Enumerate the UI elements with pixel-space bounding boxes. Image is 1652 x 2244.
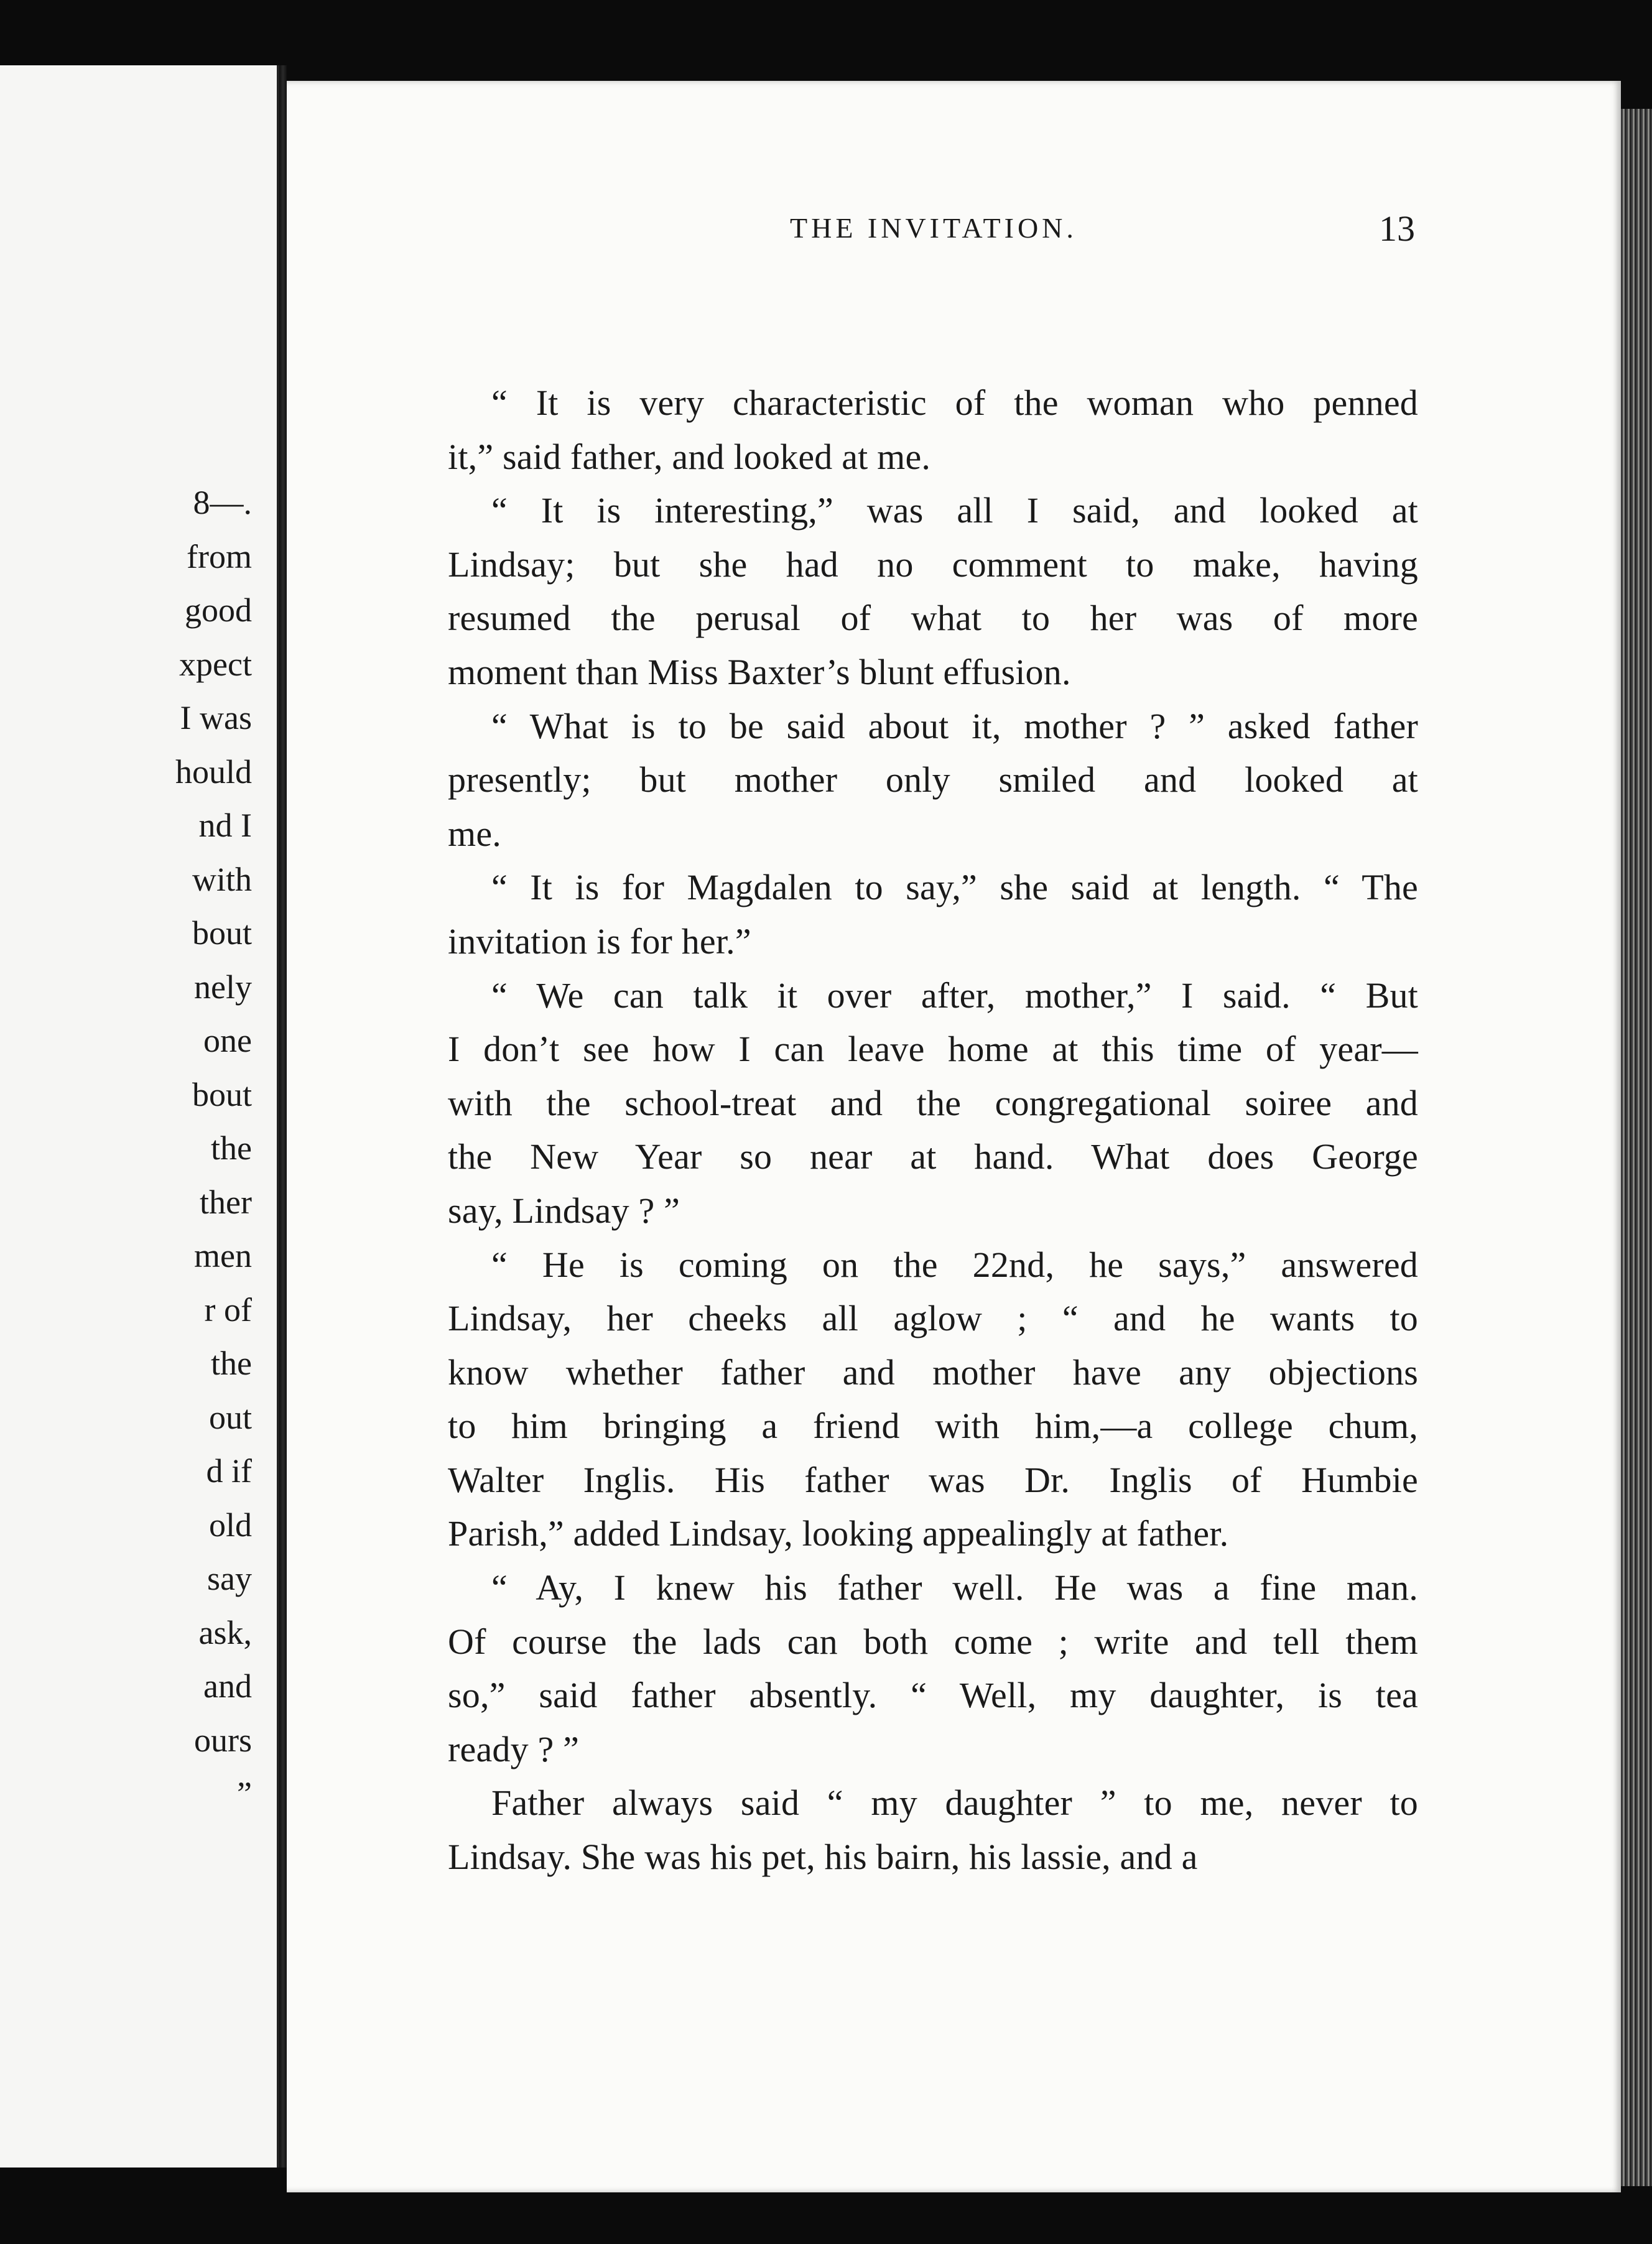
- text-line: say, Lindsay ? ”: [448, 1190, 680, 1231]
- running-head: THE INVITATION.: [790, 212, 1077, 244]
- left-page-line: hould: [175, 753, 252, 790]
- text-line: it,” said father, and looked at me.: [448, 436, 931, 477]
- paragraph: [448, 1776, 1418, 1884]
- text-line: Walter Inglis. His father was Dr. Inglis of Humbie: [448, 1459, 1418, 1500]
- text-line: “ Ay, I knew his father well. He was a fine man.: [491, 1567, 1418, 1608]
- left-page-line: ther: [200, 1183, 252, 1221]
- text-line: Father always said “ my daughter ” to me, never to: [491, 1783, 1418, 1824]
- text-line: Lindsay. She was his pet, his bairn, his lassie, and a: [448, 1837, 1198, 1878]
- text-line: with the school-treat and the congregational soiree and: [448, 1082, 1418, 1123]
- left-page-line: men: [194, 1237, 252, 1274]
- text-line: Of course the lads can both come ; write and tell them: [448, 1621, 1418, 1662]
- text-line: know whether father and mother have any objections: [448, 1352, 1418, 1393]
- paragraph: [448, 1238, 1418, 1562]
- left-page-line: 8—.: [193, 484, 252, 521]
- paragraph: [448, 861, 1418, 968]
- paragraph: [448, 1561, 1418, 1776]
- left-page-line: old: [208, 1506, 252, 1544]
- body-text: [448, 376, 1418, 1885]
- left-page-line: say: [207, 1560, 252, 1597]
- left-page-line: the: [211, 1129, 252, 1167]
- page-stack-edge: [1621, 109, 1652, 2186]
- left-page-text: [175, 476, 252, 1821]
- left-page-line: nely: [194, 968, 252, 1006]
- text-line: resumed the perusal of what to her was of more: [448, 598, 1418, 639]
- page-number: 13: [1379, 208, 1415, 249]
- text-line: “ It is very characteristic of the woman who penned: [491, 382, 1418, 423]
- text-line: moment than Miss Baxter’s blunt effusion.: [448, 651, 1071, 692]
- left-page-line: the: [211, 1345, 252, 1382]
- left-page-line: r of: [204, 1291, 252, 1328]
- text-line: “ It is for Magdalen to say,” she said at length. “ The: [491, 867, 1418, 908]
- text-line: me.: [448, 813, 501, 854]
- left-page-line: d if: [206, 1452, 252, 1490]
- left-page-line: ”: [237, 1775, 252, 1812]
- text-line: Lindsay, her cheeks all aglow ; “ and he wants to: [448, 1298, 1418, 1339]
- left-page-line: bout: [192, 1075, 252, 1113]
- text-line: “ What is to be said about it, mother ? ” asked father: [491, 705, 1418, 746]
- text-line: “ We can talk it over after, mother,” I said. “ But: [491, 975, 1418, 1016]
- text-line: ready ? ”: [448, 1728, 580, 1769]
- left-page-line: good: [185, 591, 252, 629]
- left-page-line: ours: [194, 1721, 252, 1759]
- left-page-line: with: [192, 860, 252, 898]
- text-line: “ It is interesting,” was all I said, and looked at: [491, 490, 1418, 531]
- text-line: so,” said father absently. “ Well, my daughter, is tea: [448, 1675, 1418, 1716]
- left-page-line: xpect: [179, 645, 252, 683]
- left-page-line: one: [203, 1022, 252, 1059]
- left-page-line: and: [203, 1667, 252, 1705]
- page-header: [155, 208, 1415, 261]
- left-page-line: from: [187, 537, 252, 575]
- text-line: Parish,” added Lindsay, looking appealingly at father.: [448, 1513, 1229, 1554]
- left-page-line: bout: [192, 914, 252, 952]
- left-page-line: I was: [180, 699, 252, 736]
- text-line: invitation is for her.”: [448, 920, 751, 962]
- paragraph: [448, 376, 1418, 484]
- text-line: to him bringing a friend with him,—a college chum,: [448, 1406, 1418, 1447]
- text-line: I don’t see how I can leave home at this time of year—: [448, 1029, 1418, 1070]
- paragraph: [448, 700, 1418, 861]
- text-line: Lindsay; but she had no comment to make, having: [448, 544, 1418, 585]
- left-page-line: out: [208, 1398, 252, 1436]
- paragraph: [448, 969, 1418, 1238]
- text-line: the New Year so near at hand. What does George: [448, 1136, 1418, 1177]
- paragraph: [448, 484, 1418, 699]
- book-gutter: [279, 65, 287, 2168]
- text-line: “ He is coming on the 22nd, he says,” answered: [491, 1244, 1418, 1285]
- text-line: presently; but mother only smiled and looked at: [448, 759, 1418, 800]
- left-page-line: ask,: [198, 1613, 252, 1651]
- left-facing-page: [0, 65, 279, 2168]
- left-page-line: nd I: [198, 807, 252, 844]
